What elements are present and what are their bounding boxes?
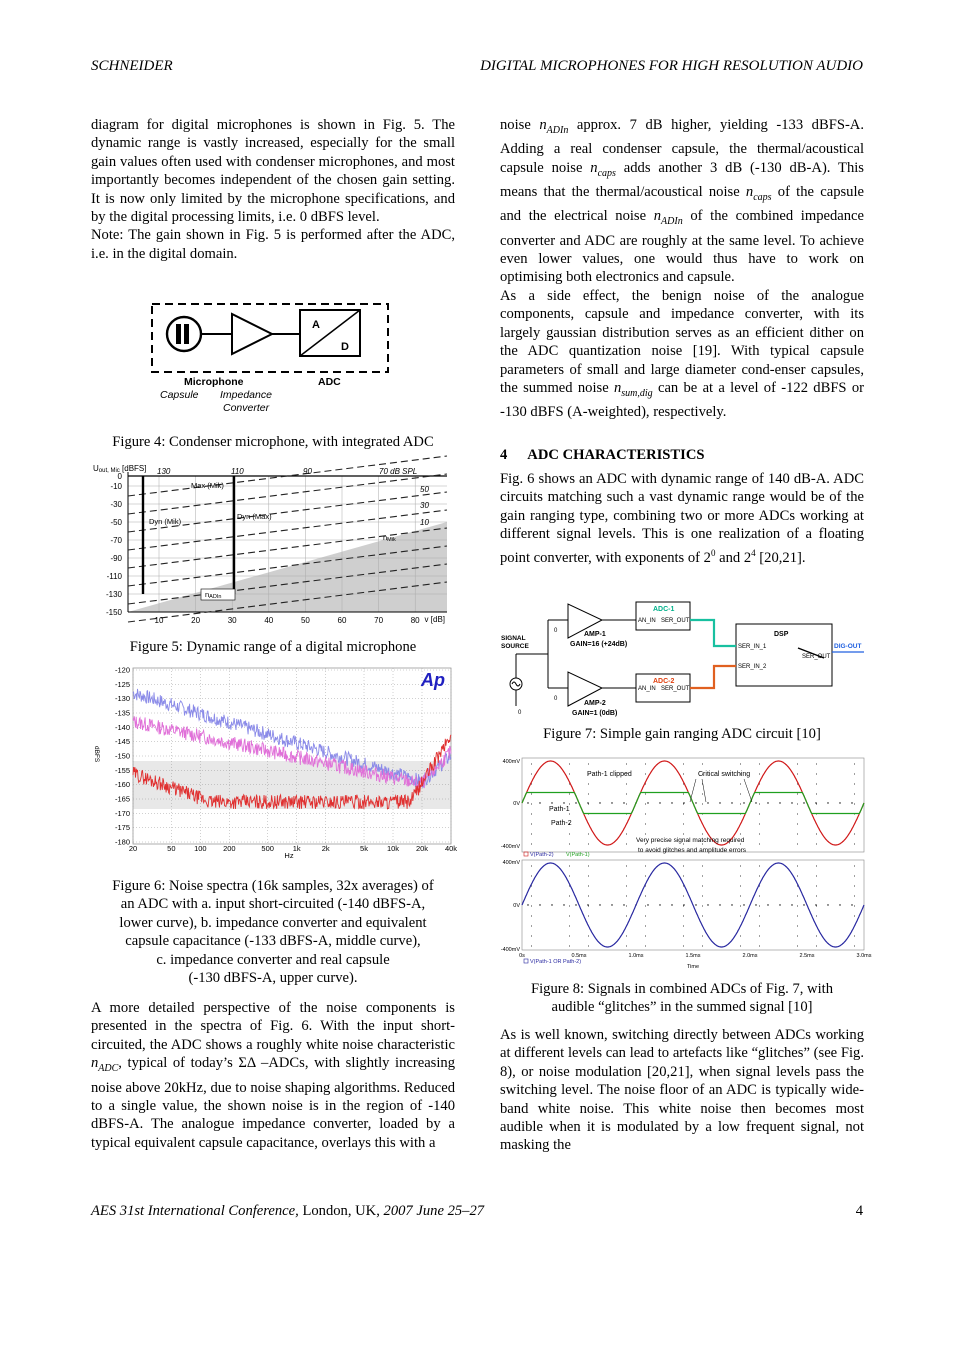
fig8-legend-bottom: V(Path-1 OR Path-2) bbox=[530, 959, 582, 965]
footer-conference: AES 31st International Conference, London, UK, 2007 June 25–27 bbox=[91, 1203, 485, 1219]
fig5-y-tick: -70 bbox=[110, 536, 122, 545]
fig5-y-tick: -90 bbox=[110, 554, 122, 563]
paragraph: A more detailed perspective of the noise components is presented in the spectra of Fig. 6. With the input short-circuited, the ADC shows a roughly white noise characteristic $n_{ADC}$, typical of today’s ΣΔ –ADCs, with slightly increasing noise above 20kHz, due to noise shaping algorithms. Reduced to a single value, the shown noise is in the region of -140 dBFS-A. The analogue impedance converter, loaded by a typical equivalent capsule capacitance, overlays this with a bbox=[91, 1000, 455, 1151]
fig8-note-line2: to avoid glitches and amplitude errors bbox=[638, 847, 747, 854]
fig4-label-adc: ADC bbox=[318, 376, 341, 388]
paragraph: Fig. 6 shows an ADC with dynamic range of 140 dB-A. ADC circuits matching such a vast dynamic range would be of the gain ranging type, combining two or more ADCs working at different signal levels. This is one realization of a floating point converter, with exponents of $2^0$ and $2^4$ [20,21]. bbox=[500, 471, 864, 566]
fig7-ser-out: SER_OUT bbox=[661, 686, 690, 692]
fig5-spl-label: 70 dB SPL bbox=[379, 467, 418, 476]
fig8-legend-top-a: V(Path-2) bbox=[530, 852, 554, 858]
fig6-y-tick: -135 bbox=[114, 708, 130, 718]
fig5-dyn-mik-label: Dyn (Mik) bbox=[149, 517, 182, 526]
fig5-xlabel: v [dB] bbox=[424, 615, 445, 624]
fig6-x-tick: 5k bbox=[360, 844, 368, 853]
fig7-dsp-ser-out: SER_OUT bbox=[802, 654, 831, 660]
fig6-y-tick: -150 bbox=[114, 751, 130, 761]
section-heading: 4 ADC CHARACTERISTICS bbox=[500, 447, 705, 463]
fig8-x-tick: 2.0ms bbox=[742, 953, 758, 959]
figure-4-caption: Figure 4: Condenser microphone, with integrated ADC bbox=[112, 434, 434, 450]
fig7-ser-in-1: SER_IN_1 bbox=[738, 644, 767, 650]
fig8-y-tick: 0V bbox=[513, 801, 520, 807]
right-column-section-text bbox=[500, 470, 864, 567]
fig5-x-tick: 10 bbox=[154, 616, 164, 625]
figure-5-caption: Figure 5: Dynamic range of a digital microphone bbox=[129, 639, 417, 655]
paragraph: diagram for digital microphones is shown in Fig. 5. The dynamic range is vastly increased, especially for the small gain values often used with condenser microphones, and most importantly becomes independent of the chosen gain setting. It is now only limited by the microphone specifications, and by the digital processing limits, i.e. 0 dBFS level. bbox=[91, 117, 455, 226]
fig6-x-tick: 1k bbox=[292, 844, 301, 853]
figure-6-caption: Figure 6: Noise spectra (16k samples, 32x averages) of an ADC with a. input short-circuited (-140 dBFS-A, lower curve), b. impedance converter and equivalent capsule capacitance (-133 dBFS-A, middle curve), c. impedance converter and real capsule (-130 dBFS-A, upper curve). bbox=[112, 878, 434, 987]
fig8-x-tick: 0.5ms bbox=[571, 953, 587, 959]
fig5-y-tick: -30 bbox=[110, 500, 122, 509]
fig4-label-d: D bbox=[341, 341, 349, 353]
fig8-legend-top-b: V(Path-1) bbox=[566, 852, 590, 858]
fig6-x-tick: 50 bbox=[167, 844, 176, 853]
fig5-nmik-label: nMik bbox=[383, 533, 396, 543]
fig7-dig-out: DIG-OUT bbox=[834, 643, 862, 650]
fig5-y-tick: 0 bbox=[117, 472, 122, 481]
fig8-path1-clipped-label: Path-1 clipped bbox=[587, 771, 632, 778]
fig4-label-a: A bbox=[312, 319, 320, 331]
right-column-top bbox=[500, 116, 864, 422]
fig5-nadin-label: nADIn bbox=[205, 590, 222, 600]
fig6-x-tick: 200 bbox=[223, 844, 236, 853]
fig6-x-tick: 10k bbox=[386, 844, 400, 853]
fig4-label-impedance: Impedance bbox=[220, 389, 272, 401]
fig5-y-tick: -110 bbox=[106, 572, 122, 581]
fig6-y-tick: -155 bbox=[114, 765, 130, 775]
fig6-y-tick: -140 bbox=[114, 722, 130, 732]
fig5-ylabel: Uout, Mic [dBFS] bbox=[93, 464, 147, 474]
fig7-ser-out: SER_OUT bbox=[661, 618, 690, 624]
page-number: 4 bbox=[855, 1203, 863, 1219]
fig4-label-microphone: Microphone bbox=[184, 376, 244, 388]
fig7-adc2-label: ADC-2 bbox=[653, 678, 675, 685]
fig7-zero: 0 bbox=[554, 696, 558, 702]
fig5-x-tick: 50 bbox=[300, 616, 310, 625]
fig8-critical-label: Critical switching bbox=[698, 771, 751, 778]
fig5-y-tick: -50 bbox=[110, 518, 122, 527]
figure-8-caption: Figure 8: Signals in combined ADCs of Fig. 7, with audible “glitches” in the summed signal [10] bbox=[530, 981, 833, 1016]
fig5-max-label: Max (Mik) bbox=[191, 481, 224, 490]
fig6-y-tick: -165 bbox=[114, 794, 130, 804]
fig6-y-tick: -145 bbox=[114, 737, 130, 747]
fig6-xlabel: Hz bbox=[284, 851, 294, 860]
fig4-label-converter: Converter bbox=[223, 402, 270, 414]
fig6-y-tick: -130 bbox=[114, 694, 130, 704]
fig5-x-tick: 80 bbox=[410, 616, 420, 625]
fig7-wire-adc1 bbox=[690, 620, 736, 646]
fig7-ser-in-2: SER_IN_2 bbox=[738, 664, 767, 670]
fig7-adc1-label: ADC-1 bbox=[653, 606, 675, 613]
fig8-x-tick: 1.5ms bbox=[685, 953, 701, 959]
running-head-author: SCHNEIDER bbox=[91, 58, 173, 74]
fig8-y-tick: -400mV bbox=[500, 947, 520, 953]
fig7-an-in: AN_IN bbox=[638, 686, 656, 692]
fig5-spl-label: 110 bbox=[231, 467, 244, 476]
fig6-y-tick: -125 bbox=[114, 679, 130, 689]
fig6-y-tick: -120 bbox=[114, 665, 130, 675]
fig6-ap-logo: Ap bbox=[421, 670, 445, 690]
fig6-x-tick: 20k bbox=[415, 844, 429, 853]
fig7-an-in: AN_IN bbox=[638, 618, 656, 624]
fig8-note-line1: Very precise signal matching required bbox=[636, 837, 745, 844]
fig5-spl-label: 130 bbox=[157, 467, 171, 476]
left-column-bottom bbox=[91, 999, 455, 1152]
fig6-x-tick: 500 bbox=[261, 844, 274, 853]
figure-4-diagram bbox=[140, 296, 410, 418]
paragraph: As a side effect, the benign noise of the analogue components, capsule and impedance converter, with its largely gaussian distribution serves as an efficient dither on the ADC quantization noise [19]. With typical capsule parameters of small and large diameter cond-enser capsules, the summed noise $n_{sum,dig}$ can be at a level of -122 dBFS or -130 dBFS (A-weighted), respectively. bbox=[500, 287, 864, 421]
fig5-y-tick: -150 bbox=[105, 608, 122, 617]
fig6-y-tick: -160 bbox=[114, 780, 130, 790]
fig7-amp1-label: AMP-1 bbox=[584, 631, 606, 638]
figure-5-chart bbox=[91, 462, 451, 630]
paragraph: noise $n_{ADIn}$ approx. 7 dB higher, yielding -133 dBFS-A. Adding a real condenser capsule, the thermal/acoustical capsule noise $n_{caps}$ adds another 3 dB (-130 dB-A). This means that the thermal/acoustical noise $n_{caps}$ of the capsule and the electrical noise $n_{ADIn}$ of the combined impedance converter and ADC are roughly at the same level. To achieve even lower values, one would thus have to work on optimising both electronics and capsule. bbox=[500, 117, 864, 286]
fig5-spl-label: 90 bbox=[303, 467, 312, 476]
fig7-amp2-gain: GAIN=1 (0dB) bbox=[572, 710, 618, 717]
fig7-signal-source: SIGNAL SOURCE bbox=[501, 635, 529, 650]
fig6-y-tick: -180 bbox=[114, 837, 130, 847]
fig8-x-tick: 1.0ms bbox=[628, 953, 644, 959]
fig8-y-tick: -400mV bbox=[500, 844, 520, 850]
fig8-y-tick: 400mV bbox=[502, 759, 520, 765]
fig5-y-tick: -10 bbox=[110, 482, 122, 491]
fig8-y-tick: 0V bbox=[513, 903, 520, 909]
figure-7-circuit bbox=[498, 596, 866, 720]
figure-8-chart bbox=[500, 754, 872, 972]
fig8-x-tick: 0s bbox=[519, 953, 525, 959]
fig5-spl-label: 50 bbox=[420, 485, 429, 494]
fig6-ylabel: dBFS bbox=[93, 746, 100, 763]
fig5-dyn-max-label: Dyn (Max) bbox=[237, 512, 272, 521]
fig8-path1-label: Path-1 bbox=[549, 806, 570, 813]
fig5-x-tick: 30 bbox=[227, 616, 237, 625]
fig8-y-tick: 400mV bbox=[502, 860, 520, 866]
right-column-bottom bbox=[500, 1026, 864, 1155]
paragraph: As is well known, switching directly between ADCs working at different levels can lead to artefacts like “glitches” (see Fig. 8), or noise modulation [20,21], when signal levels pass the switching level. The noise floor of an ADC is typically wide-band white noise. This white noise then becomes most audible when it is modulated by a low frequent signal, not masking the bbox=[500, 1027, 864, 1154]
fig5-spl-label: 10 bbox=[420, 518, 429, 527]
fig5-x-tick: 60 bbox=[337, 616, 347, 625]
fig6-y-tick: -170 bbox=[114, 808, 130, 818]
fig5-y-tick: -130 bbox=[105, 590, 122, 599]
fig5-x-tick: 40 bbox=[264, 616, 274, 625]
fig6-x-tick: 2k bbox=[321, 844, 330, 853]
fig8-path2-label: Path-2 bbox=[551, 820, 572, 827]
fig6-y-tick: -175 bbox=[114, 823, 130, 833]
figure-6-chart bbox=[91, 664, 457, 860]
fig7-wire-adc2 bbox=[690, 666, 736, 688]
running-head-title: DIGITAL MICROPHONES FOR HIGH RESOLUTION AUDIO bbox=[480, 58, 863, 74]
fig7-amp2-label: AMP-2 bbox=[584, 700, 606, 707]
fig5-x-tick: 70 bbox=[374, 616, 384, 625]
fig7-dsp-label: DSP bbox=[774, 631, 789, 638]
fig8-xlabel: Time bbox=[686, 964, 700, 970]
fig6-x-tick: 20 bbox=[128, 844, 138, 853]
fig6-x-tick: 100 bbox=[194, 844, 207, 853]
fig7-zero: 0 bbox=[518, 710, 522, 716]
fig5-x-tick: 20 bbox=[191, 616, 201, 625]
fig7-zero: 0 bbox=[554, 628, 558, 634]
fig5-spl-label: 30 bbox=[420, 501, 429, 510]
fig6-x-tick: 40k bbox=[444, 844, 458, 853]
fig7-amp1-gain: GAIN=16 (+24dB) bbox=[570, 641, 628, 648]
fig8-x-tick: 2.5ms bbox=[799, 953, 815, 959]
fig4-label-capsule: Capsule bbox=[160, 389, 199, 401]
fig8-x-tick: 3.0ms bbox=[856, 953, 872, 959]
figure-7-caption: Figure 7: Simple gain ranging ADC circuit [10] bbox=[543, 726, 821, 742]
left-column-top bbox=[91, 116, 455, 263]
paragraph: Note: The gain shown in Fig. 5 is performed after the ADC, i.e. in the digital domain. bbox=[91, 227, 455, 262]
